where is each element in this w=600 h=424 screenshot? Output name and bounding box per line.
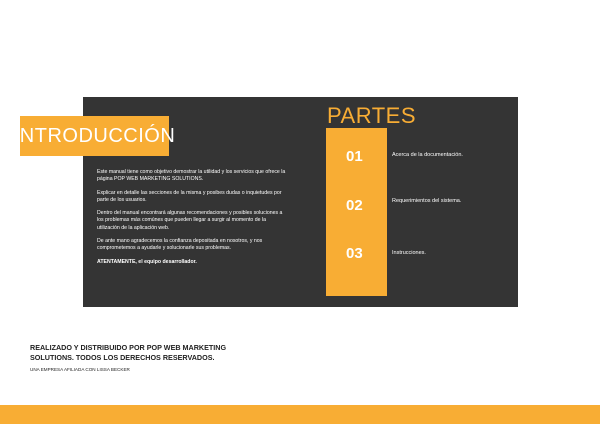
- part-number-02: 02: [346, 197, 363, 214]
- part-number-03: 03: [346, 245, 363, 262]
- introduction-paragraph: Dentro del manual encontrará algunas recomendaciones y posibles soluciones a los problemas más comúnes que pueden llegar a surgir al momento de la utilización de la aplicación web.: [97, 210, 283, 231]
- footer-affiliation: UNA EMPRESA AFILIADA CON LISSA BECKER: [30, 367, 130, 372]
- introduction-title: INTRODUCCIÓN: [13, 124, 176, 147]
- parts-title: PARTES: [327, 103, 416, 128]
- bottom-accent-bar: [0, 405, 600, 424]
- footer-copyright: REALIZADO Y DISTRIBUIDO POR POP WEB MARKETING SOLUTIONS. TODOS LOS DERECHOS RESERVADOS.: [30, 343, 227, 362]
- part-number-01: 01: [346, 148, 363, 165]
- introduction-paragraph: Este manual tiene como objetivo demostrar la utilidad y los servicios que ofrece la página POP WEB MARKETING SOLUTIONS.: [97, 169, 286, 183]
- introduction-signature: ATENTAMENTE, el equipo desarrollador.: [97, 258, 197, 265]
- introduction-paragraph: Explicar en detalle las secciones de la misma y posibes dudas o inquietudes por parte de los usuarios.: [97, 189, 282, 203]
- part-label-03: Instrucciones.: [392, 250, 426, 256]
- part-label-01: Acerca de la documentación.: [392, 152, 463, 158]
- part-label-02: Requerimientos del sistema.: [392, 198, 462, 204]
- introduction-title-box: [13, 116, 176, 156]
- introduction-text: [97, 169, 287, 272]
- introduction-paragraph: De ante mano agradecemos la confianza depositada en nosotros, y nos comprometemos a ayudarle y solucionarle sus problemas.: [97, 238, 263, 252]
